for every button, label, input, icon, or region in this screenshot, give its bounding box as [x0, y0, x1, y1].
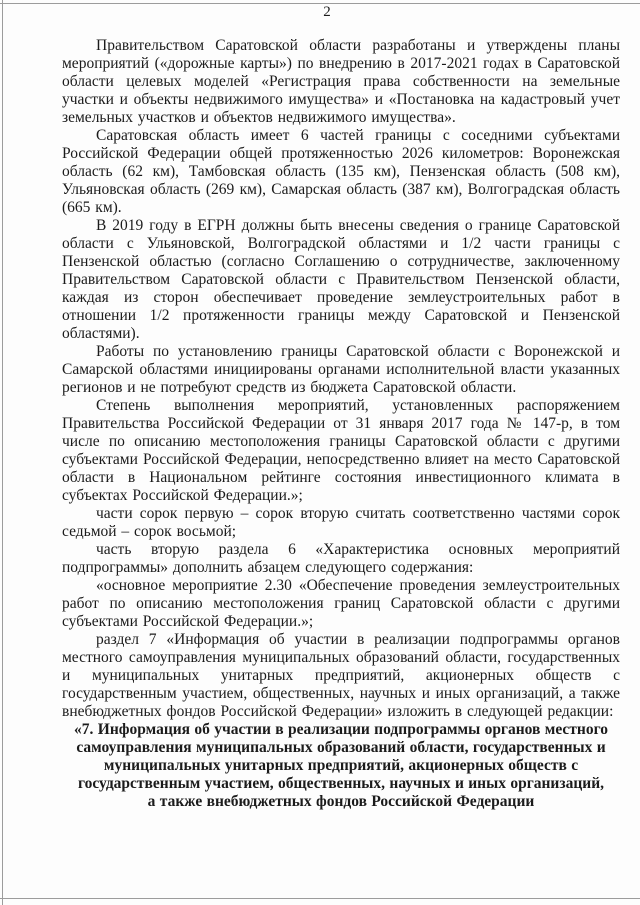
paragraph: части сорок первую – сорок вторую считать соответственно частями сорок седьмой – сорок восьмой; [62, 505, 620, 540]
paragraph: «основное мероприятие 2.30 «Обеспечение проведения землеустроительных работ по описанию местоположения границ Саратовской области с другими субъектами Российской Федерации.»; [62, 577, 620, 630]
paragraph: часть вторую раздела 6 «Характеристика основных мероприятий подпрограммы» дополнить абзацем следующего содержания: [62, 541, 620, 576]
scan-border-left [2, 0, 3, 905]
paragraph: Правительством Саратовской области разработаны и утверждены планы мероприятий («дорожные карты») по внедрению в 2017-2021 годах в Саратовской области целевых моделей «Регистрация права собственности на земельные участки и объекты недвижимого имущества» и «Постановка на кадастровый учет земельных участков и объектов недвижимого имущества». [62, 37, 620, 126]
document-body [62, 37, 620, 811]
page-number: 2 [323, 4, 331, 20]
scan-border-bottom [0, 898, 640, 899]
paragraph: Степень выполнения мероприятий, установленных распоряжением Правительства Российской Федерации от 31 января 2017 года № 147-р, в том числе по описанию местоположения границы Саратовской области с другими субъектами Российской Федерации, непосредственно влияет на место Саратовской области в Национальном рейтинге состояния инвестиционного климата в субъектах Российской Федерации.»; [62, 397, 620, 504]
paragraph: Саратовская область имеет 6 частей границы с соседними субъектами Российской Федерации общей протяженностью 2026 километров: Воронежская область (62 км), Тамбовская область (135 км), Пензенская область (508 км), Ульяновская область (269 км), Самарская область (387 км), Волгоградская область (665 км). [62, 127, 620, 216]
paragraph: раздел 7 «Информация об участии в реализации подпрограммы органов местного самоуправления муниципальных образований области, государственных и муниципальных унитарных предприятий, акционерных обществ с государственным участием, общественных, научных и иных организаций, а также внебюджетных фондов Российской Федерации» изложить в следующей редакции: [62, 631, 620, 720]
paragraph: Работы по установлению границы Саратовской области с Воронежской и Самарской областями инициированы органами исполнительной власти указанных регионов и не потребуют средств из бюджета Саратовской области. [62, 343, 620, 396]
section-heading: «7. Информация об участии в реализации подпрограммы органов местного самоуправления муниципальных образований области, государственных и муниципальных унитарных предприятий, акционерных обществ с государственным участием, общественных, научных и иных организаций, а также внебюджетных фондов Российской Федерации [74, 721, 608, 810]
paragraph: В 2019 году в ЕГРН должны быть внесены сведения о границе Саратовской области с Ульяновской, Волгоградской областями и 1/2 части границы с Пензенской областью (согласно Соглашению о сотрудничестве, заключенному Правительством Саратовской области с Правительством Пензенской области, каждая из сторон обеспечивает проведение землеустроительных работ в отношении 1/2 протяженности границы между Саратовской и Пензенской областями). [62, 217, 620, 342]
